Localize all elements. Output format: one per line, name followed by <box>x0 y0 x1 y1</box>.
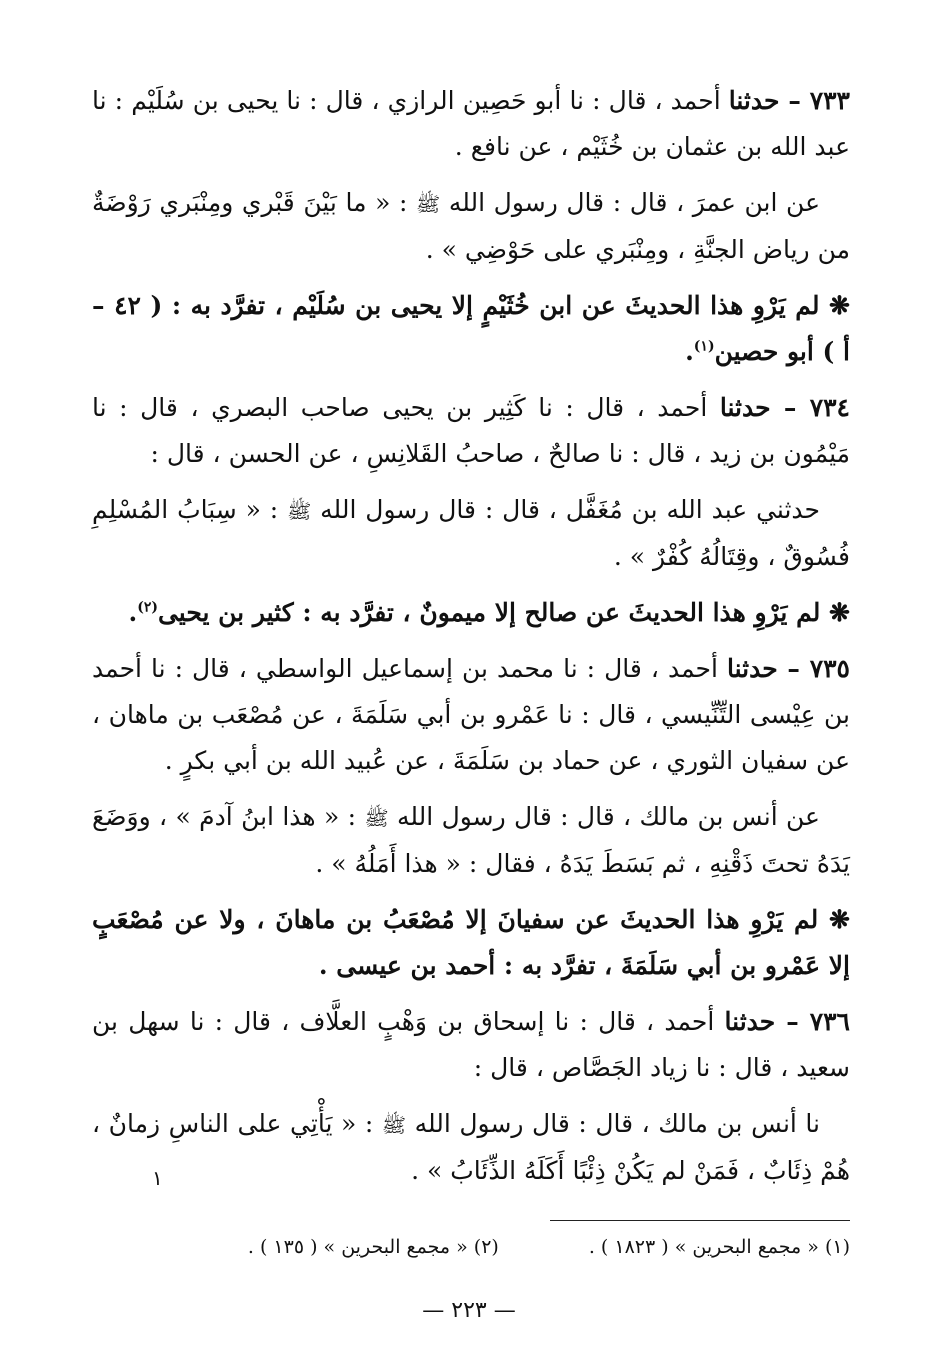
salawat-symbol: ﷺ <box>364 806 389 830</box>
matn-text: : « هذا ابنُ آدمَ » ، ووَضَعَ يَدَهُ تحتَ ذَقْنِهِ ، ثم بَسَطَ يَدَهُ ، فقال : « هذا أَمَلُهُ » . <box>92 802 850 878</box>
hadith-number: ٧٣٤ – حدثنا <box>719 393 850 422</box>
hadith-733-isnad <box>92 78 850 170</box>
matn-lead: نا أنس بن مالك ، قال : قال رسول الله <box>406 1109 820 1138</box>
matn-lead: حدثني عبد الله بن مُغَفَّل ، قال : قال رسول الله <box>311 495 820 524</box>
isnad-text: أحمد ، قال : نا أبو حَصِين الرازي ، قال : نا يحيى بن سُلَيْم : نا عبد الله بن عثمان بن خُثَيْم ، عن نافع . <box>92 86 850 161</box>
hadith-733-note <box>92 283 850 375</box>
footnote-1: (١) « مجمع البحرين » ( ١٨٢٣ ) . <box>588 1236 850 1258</box>
matn-lead: عن أنس بن مالك ، قال : قال رسول الله <box>388 802 820 831</box>
hadith-number: ٧٣٥ – حدثنا <box>726 654 850 683</box>
hadith-number: ٧٣٣ – حدثنا <box>728 86 850 115</box>
matn-lead: عن ابن عمرَ ، قال : قال رسول الله <box>440 188 820 217</box>
note-tail: . <box>685 337 694 366</box>
isnad-text: أحمد ، قال : نا كَثِير بن يحيى صاحب البصري ، قال : نا مَيْمُون بن زيد ، قال : نا صالحٌ ، صاحبُ القَلانِسِ ، عن الحسن ، قال : <box>92 393 850 468</box>
hadith-734-note <box>92 590 850 636</box>
hadith-735-note <box>92 897 850 989</box>
note-tail: . <box>128 598 138 627</box>
hadith-734-isnad <box>92 385 850 477</box>
hadith-733-matn <box>92 180 850 273</box>
hadith-735-isnad <box>92 646 850 784</box>
footnote-2: (٢) « مجمع البحرين » ( ١٣٥ ) . <box>247 1236 499 1258</box>
footnote-ref-2: (٢) <box>137 599 158 616</box>
note-text: ❋ لم يَرْوِ هذا الحديثَ عن صالح إلا ميمونٌ ، تفرَّد به : كثير بن يحيى <box>157 598 850 627</box>
salawat-symbol: ﷺ <box>287 499 312 523</box>
footnote-ref-1: (١) <box>693 338 715 355</box>
isnad-text: أحمد ، قال : نا محمد بن إسماعيل الواسطي ، قال : نا أحمد بن عِيْسى التِّنِّيسي ، قال : نا عَمْرو بن أبي سَلَمَةَ ، عن مُصْعَب بن ماهان ، عن سفيان الثوري ، عن حماد بن سَلَمَةَ ، عن عُبيد الله بن أبي بكرٍ . <box>92 654 850 775</box>
salawat-symbol: ﷺ <box>381 1113 406 1137</box>
salawat-symbol: ﷺ <box>416 192 441 216</box>
hadith-734-matn <box>92 487 850 580</box>
hadith-number: ٧٣٦ – حدثنا <box>724 1007 850 1036</box>
matn-text: : « ما بَيْنَ قَبْري ومِنْبَري رَوْضَةٌ من رياض الجنَّةِ ، ومِنْبَري على حَوْضِي » . <box>92 188 850 264</box>
marginal-mark: ١ <box>152 1166 163 1190</box>
footnote-separator <box>550 1220 850 1221</box>
isnad-text: أحمد ، قال : نا إسحاق بن وَهْبٍ العلَّاف ، قال : نا سهل بن سعيد ، قال : نا زياد الجَصَّاص ، قال : <box>92 1007 850 1082</box>
note-text: ❋ لم يَرْوِ هذا الحديثَ عن سفيانَ إلا مُصْعَبُ بن ماهانَ ، ولا عن مُصْعَبٍ إلا عَمْرو بن أبي سَلَمَةَ ، تفرَّد به : أحمد بن عيسى . <box>92 905 850 980</box>
hadith-735-matn <box>92 794 850 887</box>
hadith-736-matn <box>92 1101 850 1194</box>
footnotes <box>92 1232 850 1262</box>
hadith-736-isnad <box>92 999 850 1091</box>
page-number: — ٢٢٣ — <box>422 1298 516 1323</box>
matn-text: : « يَأْتِي على الناسِ زمانٌ ، هُمْ ذِئَابٌ ، فَمَنْ لم يَكُنْ ذِئْبًا أَكَلَهُ الذِّئَابُ » . <box>92 1109 850 1185</box>
matn-text: : « سِبَابُ المُسْلِمِ فُسُوقٌ ، وقِتَالُهُ كُفْرٌ » . <box>92 495 850 571</box>
note-text: ❋ لم يَرْوِ هذا الحديثَ عن ابن خُثَيْمٍ إلا يحيى بن سُلَيْم ، تفرَّد به : ( ٤٢ – أ ) أبو حصين <box>92 291 850 366</box>
